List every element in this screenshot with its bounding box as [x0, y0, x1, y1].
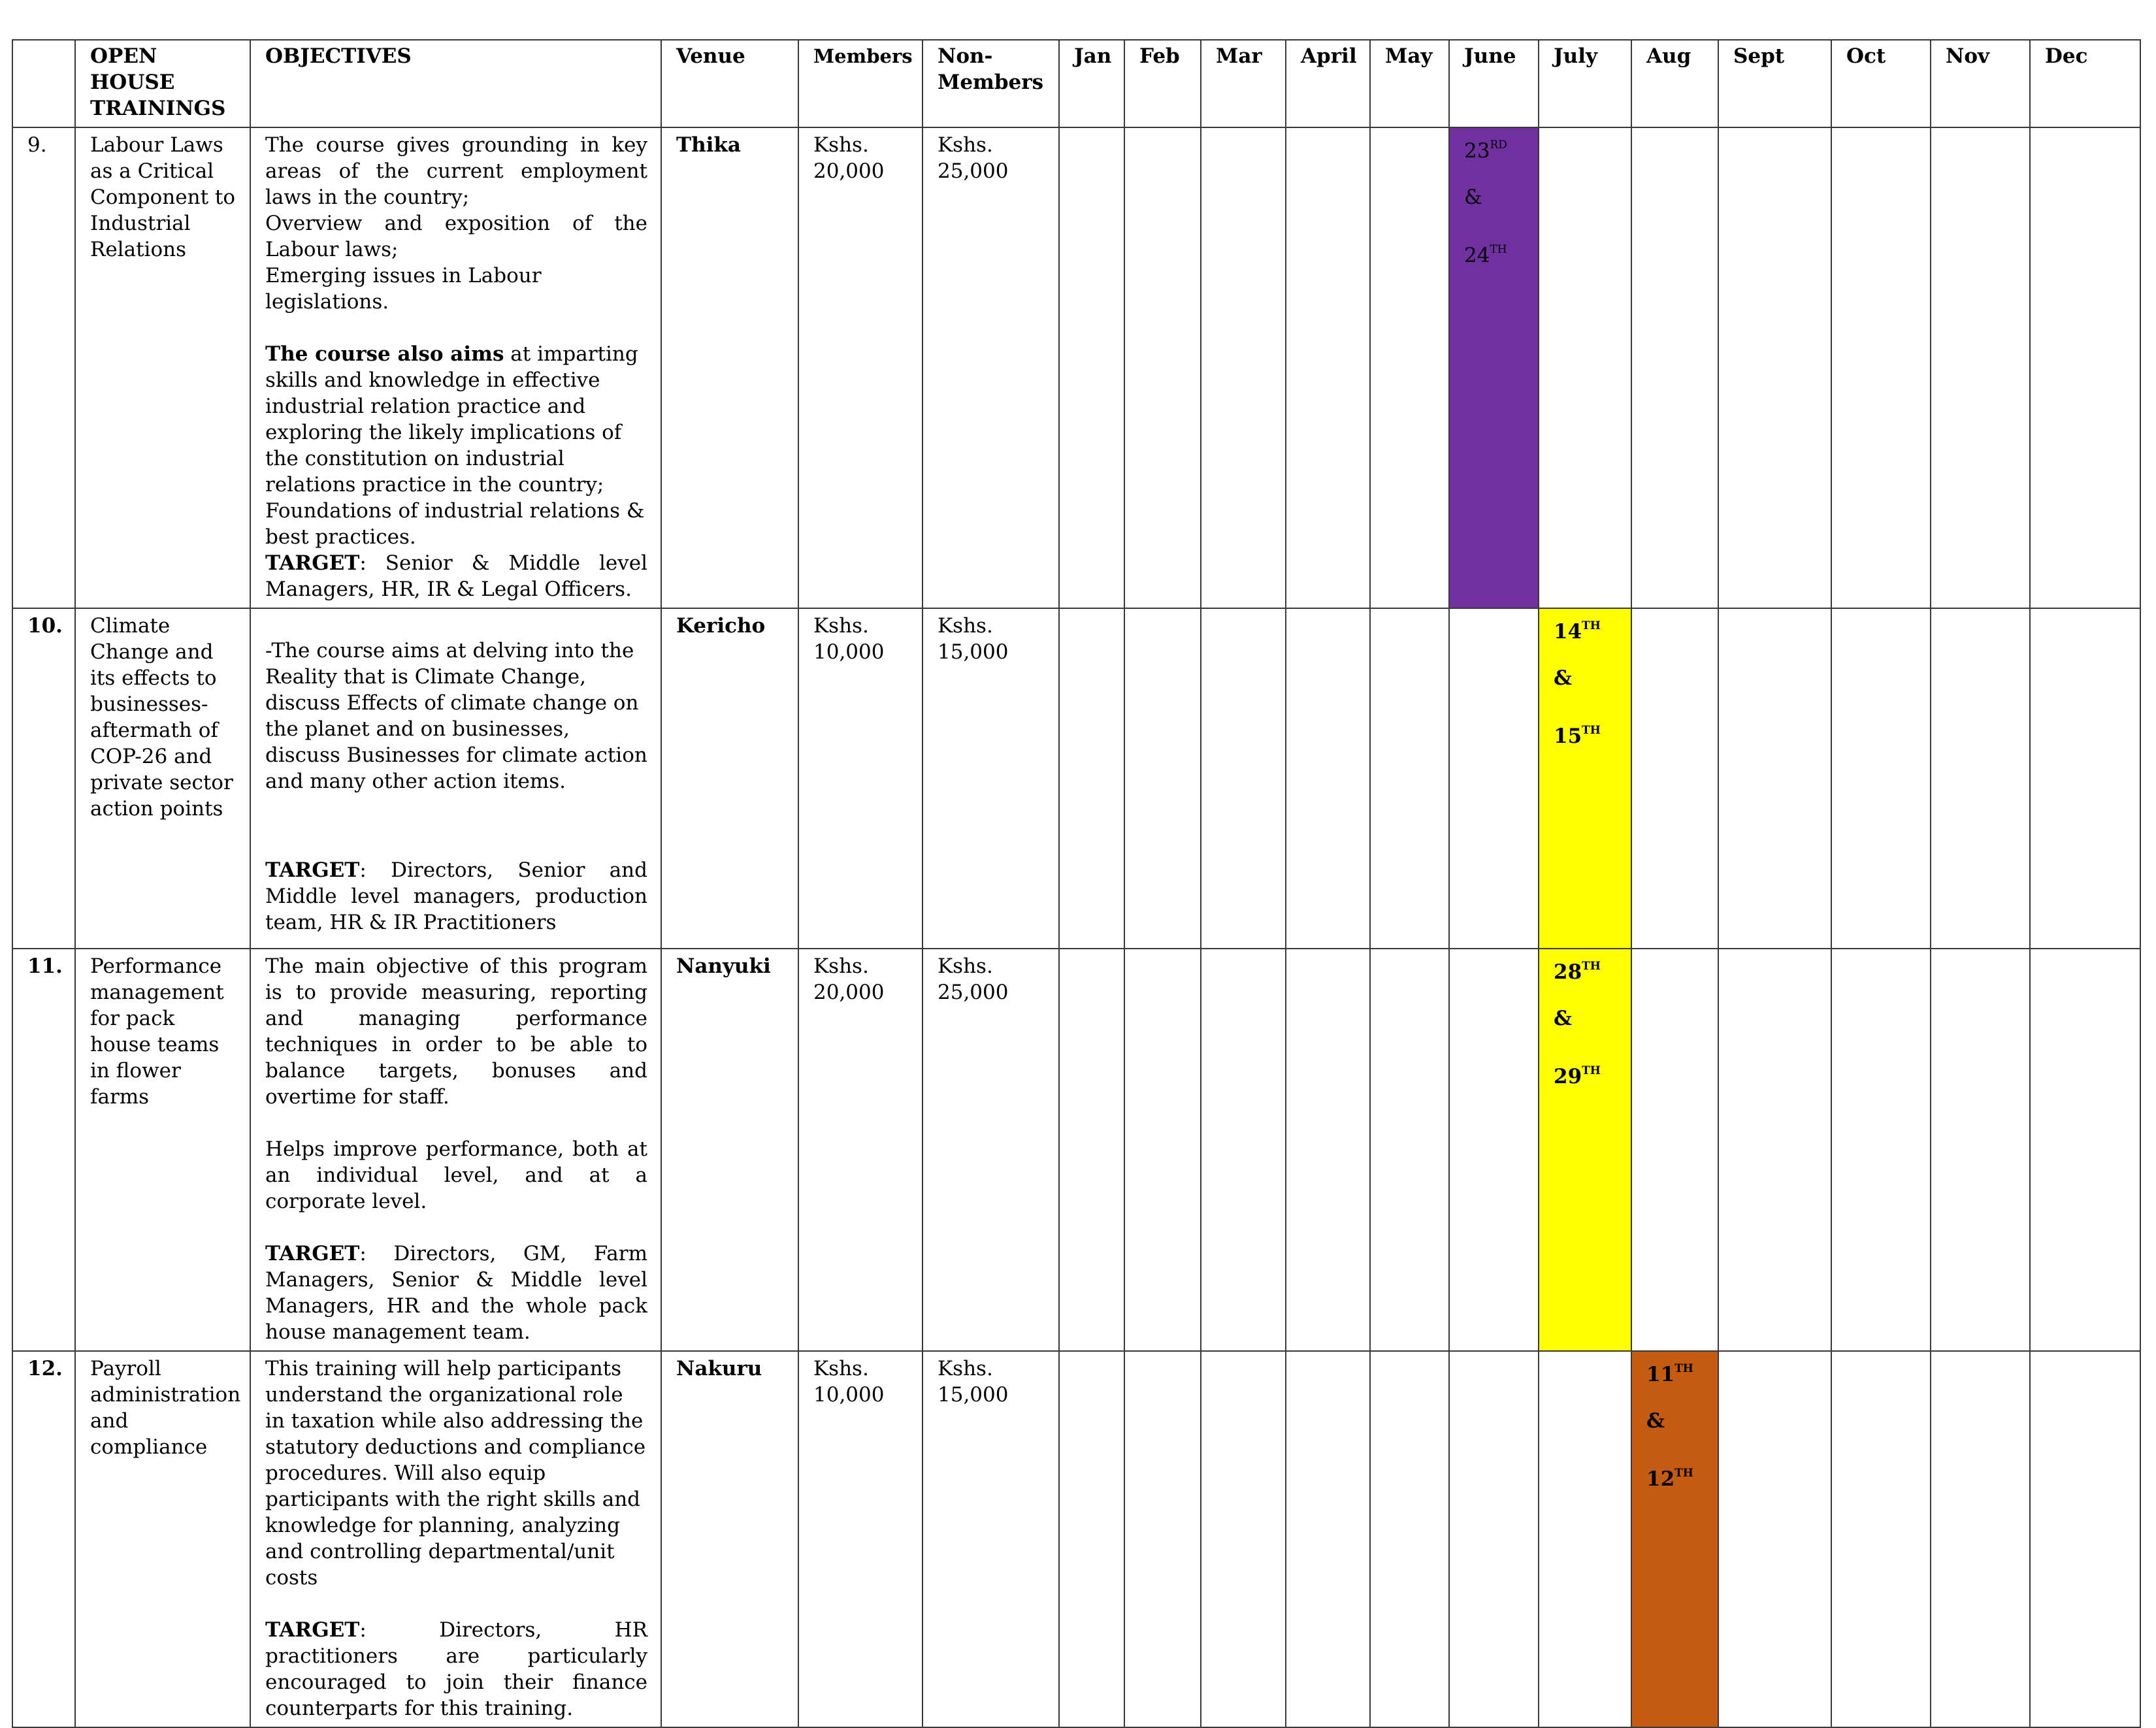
- target-text: [265, 857, 647, 936]
- members-price: [798, 1351, 923, 1727]
- month-cell-oct: [1831, 608, 1931, 949]
- venue: Kericho: [661, 608, 798, 949]
- date-start: 28TH: [1554, 960, 1601, 984]
- date-separator: &: [1554, 1007, 1572, 1030]
- row-number: 11.: [12, 949, 75, 1351]
- header-month-aug: Aug: [1631, 40, 1718, 127]
- header-month-oct: Oct: [1831, 40, 1931, 127]
- month-cell-nov: [1931, 127, 2030, 608]
- non-members-price: [923, 127, 1059, 608]
- month-cell-feb: [1124, 608, 1201, 949]
- header-row: [12, 40, 2140, 127]
- table-row: [12, 949, 2140, 1351]
- price-amount: 25,000: [938, 981, 1009, 1004]
- month-cell-feb: [1124, 1351, 1201, 1727]
- non-members-price: [923, 608, 1059, 949]
- non-members-price: [923, 1351, 1059, 1727]
- month-cell-sept: [1718, 1351, 1831, 1727]
- month-cell-aug: [1631, 949, 1718, 1351]
- training-title: Performance management for pack house teams in flower farms: [75, 949, 250, 1351]
- header-month-june: June: [1449, 40, 1539, 127]
- training-schedule-table: [12, 39, 2141, 1728]
- date-separator: &: [1554, 666, 1572, 690]
- row-number: 10.: [12, 608, 75, 949]
- month-cell-oct: [1831, 1351, 1931, 1727]
- objective-text: This training will help participants understand the organizational role in taxation while also addressing the statutory deductions and compliance procedures. Will also equip participants with the right skills and knowledge for planning, analyzing and controlling departmental/unit costs: [265, 1357, 646, 1589]
- target-audience: : Senior & Middle level Managers, HR, IR & Legal Officers.: [265, 551, 647, 601]
- target-text: [265, 1241, 647, 1345]
- scheduled-date-cell: [1539, 608, 1631, 949]
- objectives-cell: [250, 608, 661, 949]
- objective-text: Helps improve performance, both at an individual level, and at a corporate level.: [265, 1137, 647, 1213]
- date-start: 11TH: [1646, 1362, 1693, 1386]
- objective-text: Emerging issues in Labour legislations.: [265, 264, 542, 314]
- date-start: 14TH: [1554, 619, 1601, 644]
- header-month-nov: Nov: [1931, 40, 2030, 127]
- month-cell-april: [1286, 1351, 1370, 1727]
- month-cell-feb: [1124, 949, 1201, 1351]
- month-cell-june: [1449, 1351, 1539, 1727]
- training-title: Payroll administration and compliance: [75, 1351, 250, 1727]
- header-non-members: Non-Members: [923, 40, 1059, 127]
- price-currency: Kshs.: [813, 133, 869, 157]
- row-number: 9.: [12, 127, 75, 608]
- header-training: OPEN HOUSE TRAININGS: [75, 40, 250, 127]
- month-cell-jan: [1059, 608, 1124, 949]
- objectives-cell: [250, 127, 661, 608]
- price-amount: 25,000: [938, 159, 1009, 183]
- month-cell-mar: [1201, 1351, 1286, 1727]
- objective-text: -The course aims at delving into the Reality that is Climate Change, discuss Effects of climate change on the planet and on businesses, discuss Businesses for climate action and many other action items.: [265, 639, 647, 793]
- objective-text: at imparting skills and knowledge in effective industrial relation practice and exploring the likely implications of the constitution on industrial relations practice in the country;: [265, 342, 638, 497]
- date-start: 23RD: [1464, 139, 1507, 163]
- header-month-may: May: [1370, 40, 1449, 127]
- price-amount: 10,000: [813, 640, 885, 664]
- date-end: 29TH: [1554, 1064, 1601, 1088]
- members-price: [798, 127, 923, 608]
- date-end: 24TH: [1464, 243, 1507, 267]
- scheduled-date-cell: [1631, 1351, 1718, 1727]
- month-cell-april: [1286, 127, 1370, 608]
- date-end: 12TH: [1646, 1467, 1693, 1491]
- price-currency: Kshs.: [813, 614, 869, 638]
- month-cell-mar: [1201, 949, 1286, 1351]
- header-month-jan: Jan: [1059, 40, 1124, 127]
- table-row: [12, 1351, 2140, 1727]
- month-cell-may: [1370, 608, 1449, 949]
- month-cell-june: [1449, 608, 1539, 949]
- objective-text: [265, 341, 647, 498]
- month-cell-may: [1370, 1351, 1449, 1727]
- training-title: Climate Change and its effects to businesses- aftermath of COP-26 and private sector action points: [75, 608, 250, 949]
- objective-text: The main objective of this program is to provide measuring, reporting and managing performance techniques in order to be able to balance targets, bonuses and overtime for staff.: [265, 954, 647, 1109]
- month-cell-july: [1539, 1351, 1631, 1727]
- table-row: [12, 127, 2140, 608]
- header-objectives: OBJECTIVES: [250, 40, 661, 127]
- venue: Nakuru: [661, 1351, 798, 1727]
- price-currency: Kshs.: [813, 1357, 869, 1380]
- row-number: 12.: [12, 1351, 75, 1727]
- objective-lead: The course also aims: [265, 342, 504, 366]
- header-venue: Venue: [661, 40, 798, 127]
- members-price: [798, 949, 923, 1351]
- header-month-feb: Feb: [1124, 40, 1201, 127]
- members-price: [798, 608, 923, 949]
- venue: Nanyuki: [661, 949, 798, 1351]
- price-currency: Kshs.: [938, 614, 993, 638]
- date-separator: &: [1646, 1409, 1665, 1433]
- target-label: TARGET: [265, 1618, 360, 1642]
- header-number: [12, 40, 75, 127]
- month-cell-dec: [2030, 127, 2140, 608]
- month-cell-may: [1370, 127, 1449, 608]
- month-cell-feb: [1124, 127, 1201, 608]
- price-currency: Kshs.: [813, 954, 869, 978]
- objectives-cell: [250, 949, 661, 1351]
- training-title: Labour Laws as a Critical Component to Industrial Relations: [75, 127, 250, 608]
- price-amount: 15,000: [938, 640, 1009, 664]
- header-month-dec: Dec: [2030, 40, 2140, 127]
- target-audience: : Directors, HR practitioners are particularly encouraged to join their finance counterparts for this training.: [265, 1618, 647, 1720]
- venue: Thika: [661, 127, 798, 608]
- price-currency: Kshs.: [938, 1357, 993, 1380]
- header-month-april: April: [1286, 40, 1370, 127]
- month-cell-sept: [1718, 127, 1831, 608]
- target-label: TARGET: [265, 858, 360, 882]
- header-members: Members: [798, 40, 923, 127]
- table-row: [12, 608, 2140, 949]
- target-audience: : Directors, Senior and Middle level managers, production team, HR & IR Practitioners: [265, 858, 647, 934]
- target-audience: : Directors, GM, Farm Managers, Senior & Middle level Managers, HR and the whole pack house management team.: [265, 1242, 647, 1344]
- month-cell-june: [1449, 949, 1539, 1351]
- non-members-price: [923, 949, 1059, 1351]
- month-cell-nov: [1931, 949, 2030, 1351]
- month-cell-dec: [2030, 949, 2140, 1351]
- month-cell-nov: [1931, 608, 2030, 949]
- month-cell-july: [1539, 127, 1631, 608]
- month-cell-dec: [2030, 1351, 2140, 1727]
- target-label: TARGET: [265, 551, 360, 575]
- price-amount: 10,000: [813, 1383, 885, 1407]
- header-month-sept: Sept: [1718, 40, 1831, 127]
- month-cell-oct: [1831, 127, 1931, 608]
- price-amount: 20,000: [813, 981, 885, 1004]
- month-cell-aug: [1631, 608, 1718, 949]
- price-amount: 15,000: [938, 1383, 1009, 1407]
- date-separator: &: [1464, 186, 1482, 209]
- month-cell-oct: [1831, 949, 1931, 1351]
- target-text: [265, 1617, 647, 1721]
- price-amount: 20,000: [813, 159, 885, 183]
- target-text: [265, 550, 647, 602]
- objective-text: Foundations of industrial relations & best practices.: [265, 499, 645, 549]
- month-cell-jan: [1059, 127, 1124, 608]
- header-month-july: July: [1539, 40, 1631, 127]
- month-cell-april: [1286, 949, 1370, 1351]
- date-end: 15TH: [1554, 724, 1601, 748]
- month-cell-jan: [1059, 1351, 1124, 1727]
- month-cell-sept: [1718, 608, 1831, 949]
- month-cell-april: [1286, 608, 1370, 949]
- scheduled-date-cell: [1539, 949, 1631, 1351]
- objectives-cell: [250, 1351, 661, 1727]
- month-cell-dec: [2030, 608, 2140, 949]
- objective-text: The course gives grounding in key areas of the current employment laws in the country;: [265, 133, 647, 209]
- month-cell-mar: [1201, 608, 1286, 949]
- target-label: TARGET: [265, 1242, 360, 1265]
- month-cell-jan: [1059, 949, 1124, 1351]
- month-cell-may: [1370, 949, 1449, 1351]
- month-cell-mar: [1201, 127, 1286, 608]
- month-cell-sept: [1718, 949, 1831, 1351]
- price-currency: Kshs.: [938, 954, 993, 978]
- month-cell-aug: [1631, 127, 1718, 608]
- header-month-mar: Mar: [1201, 40, 1286, 127]
- objective-text: Overview and exposition of the Labour laws;: [265, 212, 647, 261]
- price-currency: Kshs.: [938, 133, 993, 157]
- scheduled-date-cell: [1449, 127, 1539, 608]
- month-cell-nov: [1931, 1351, 2030, 1727]
